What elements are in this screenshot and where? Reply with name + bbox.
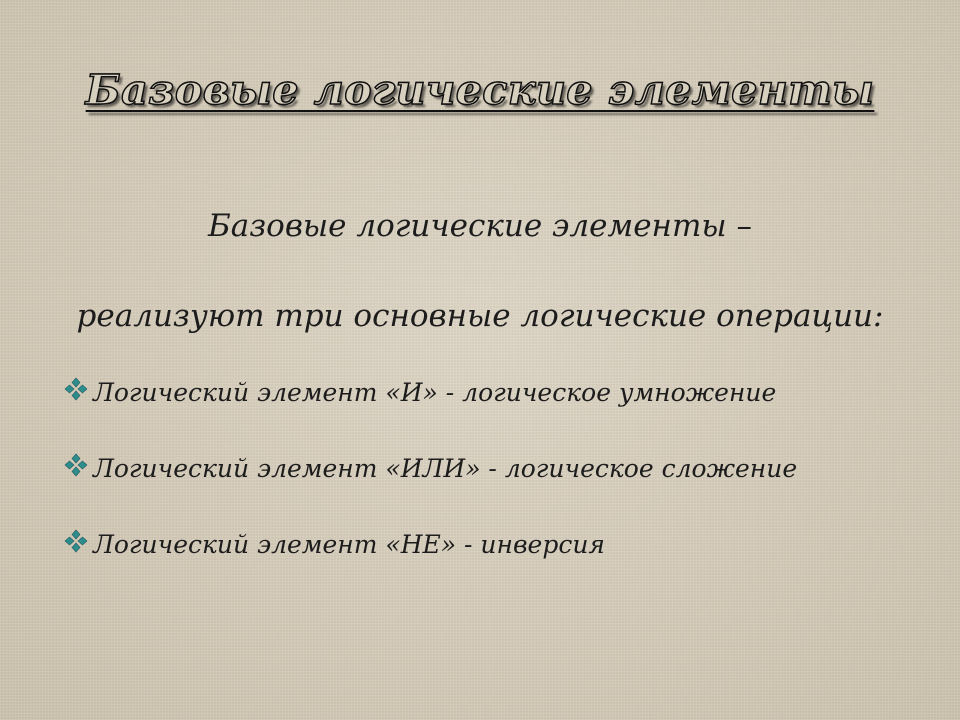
definition-line-1: Базовые логические элементы – <box>208 208 752 244</box>
four-diamond-bullet-icon <box>64 377 88 401</box>
four-diamond-bullet-icon <box>64 529 88 553</box>
list-item <box>64 524 924 564</box>
bullet-text: Логический элемент «И» - логическое умножение <box>93 377 777 407</box>
bullet-list <box>64 372 924 600</box>
definition-line-2: реализуют три основные логические операции: <box>76 298 884 334</box>
slide-title: Базовые логические элементы <box>85 66 875 114</box>
list-item <box>64 448 924 488</box>
four-diamond-bullet-icon <box>64 453 88 477</box>
bullet-text: Логический элемент «ИЛИ» - логическое сложение <box>93 453 798 483</box>
list-item <box>64 372 924 412</box>
bullet-text: Логический элемент «НЕ» - инверсия <box>93 529 605 559</box>
